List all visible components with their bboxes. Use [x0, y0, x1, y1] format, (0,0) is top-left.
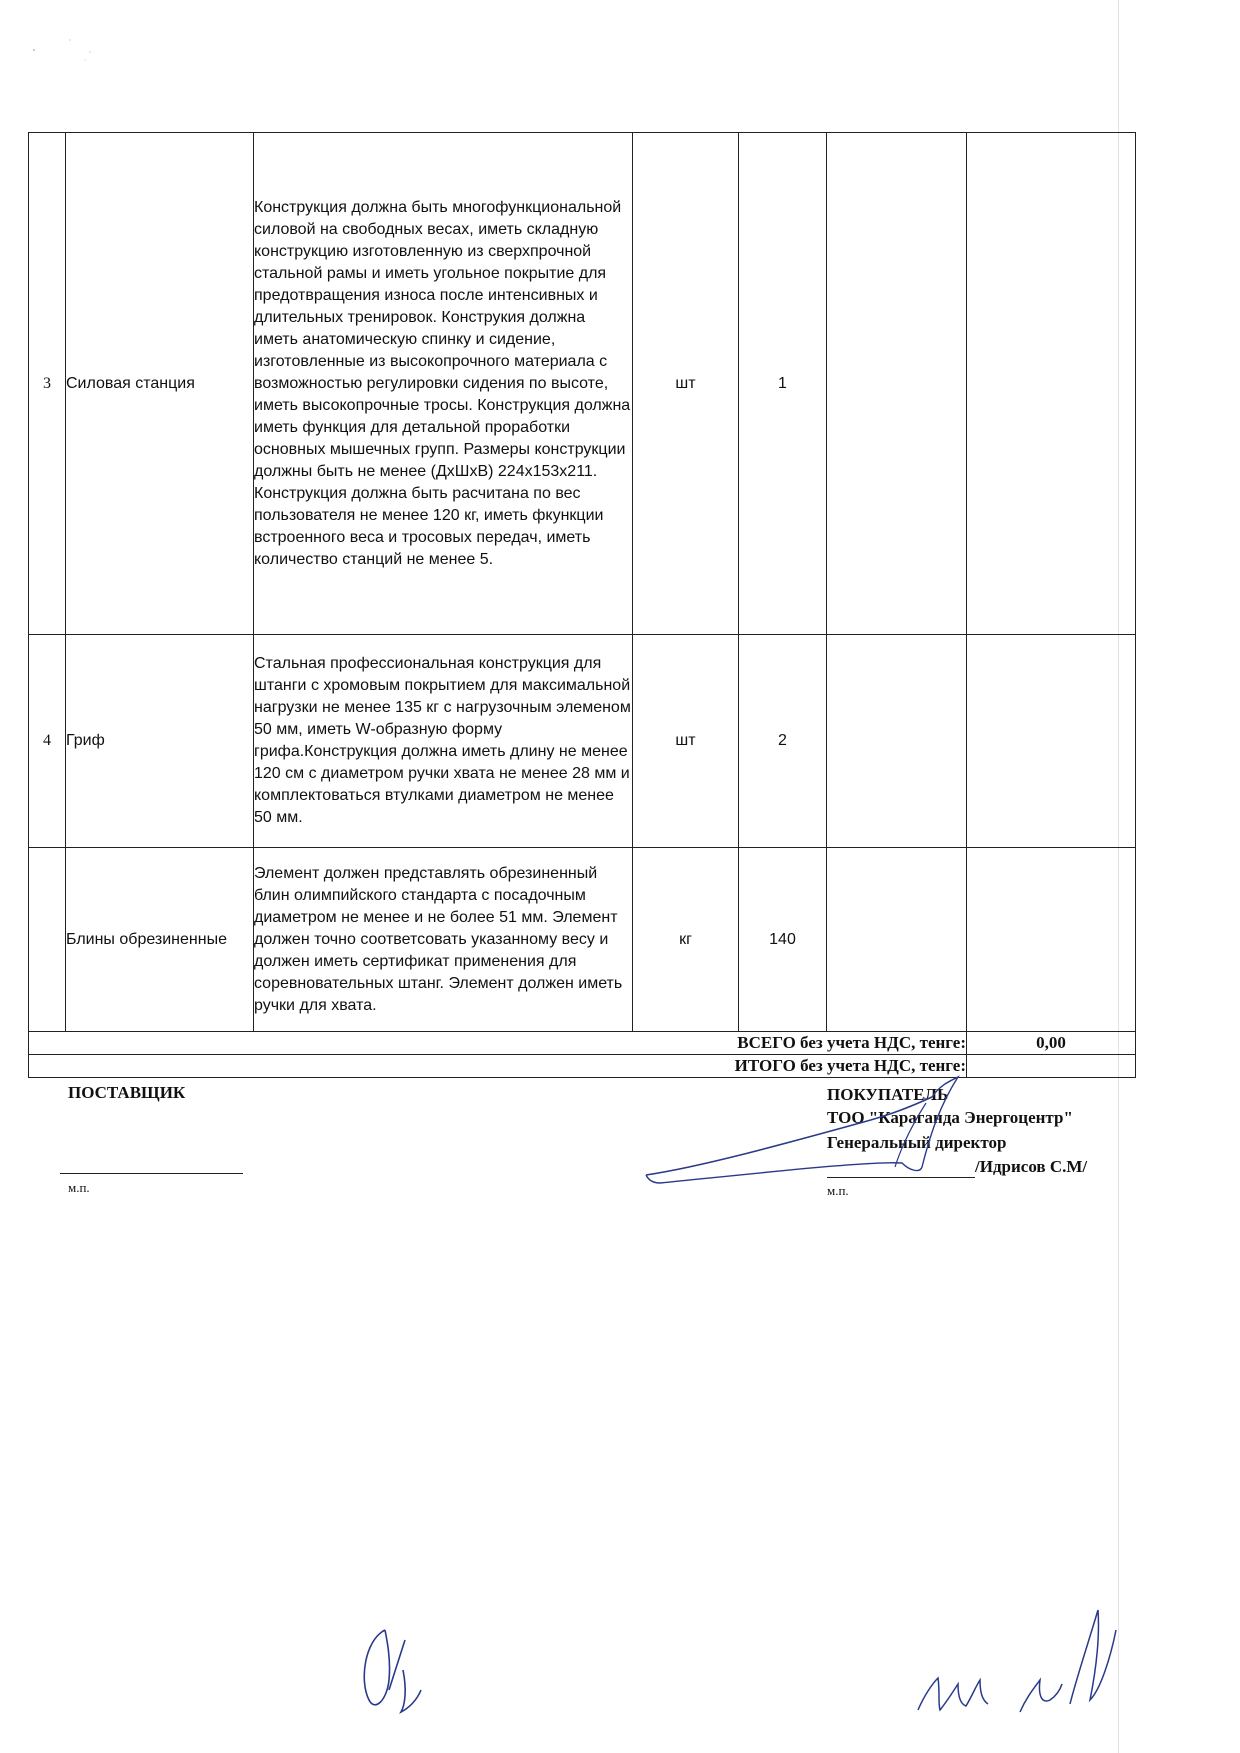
item-name: Гриф	[66, 635, 254, 848]
buyer-organization: ТОО "Караганда Энергоцентр"	[827, 1108, 1073, 1127]
scan-specks	[30, 30, 110, 70]
item-price-cell	[827, 635, 967, 848]
buyer-stamp-label: м.п.	[827, 1183, 849, 1198]
grand-total-row	[29, 1055, 1136, 1078]
specification-table	[28, 132, 1136, 1078]
total-row	[29, 1032, 1136, 1055]
item-quantity: 140	[739, 848, 827, 1032]
row-number	[29, 848, 66, 1032]
item-sum-cell	[967, 133, 1136, 635]
row-number: 4	[29, 635, 66, 848]
grand-total-label: ИТОГО без учета НДС, тенге:	[29, 1055, 967, 1078]
buyer-position: Генеральный директор	[827, 1133, 1007, 1152]
table-row	[29, 635, 1136, 848]
item-unit: шт	[633, 133, 739, 635]
page-initials-left-icon	[345, 1620, 435, 1720]
grand-total-value	[967, 1055, 1136, 1078]
total-value: 0,00	[967, 1032, 1136, 1055]
item-description: Элемент должен представлять обрезиненный блин олимпийского стандарта с посадочным диаметром не менее и не более 51 мм. Элемент должен точно соответсовать указанному весу и должен иметь сертификат применения для соревновательных штанг. Элемент должен иметь ручки для хвата.	[254, 848, 633, 1032]
item-unit: шт	[633, 635, 739, 848]
item-price-cell	[827, 848, 967, 1032]
item-description: Стальная профессиональная конструкция для штанги с хромовым покрытием для максимальной нагрузки не менее 135 кг с нагрузочным элеменом 50 мм, иметь W-образную форму грифа.Конструкция должна иметь длину не менее 120 см с диаметром ручки хвата не менее 28 мм и комплектоваться втулками диаметром не менее 50 мм.	[254, 635, 633, 848]
item-description: Конструкция должна быть многофункциональной силовой на свободных весах, иметь складную конструкцию изготовленную из сверхпрочной стальной рамы и иметь угольное покрытие для предотвращения износа после интенсивных и длительных тренировок. Конструкия должна иметь анатомическую спинку и сидение, изготовленные из высокопрочного материала с возможностью регулировки сидения по высоте, иметь высокопрочные тросы. Конструкция должна иметь функция для детальной проработки основных мышечных групп. Размеры конструкции должны быть не менее (ДхШхВ) 224x153x211. Конструкция должна быть расчитана по вес пользователя не менее 120 кг, иметь фкункции встроенного веса и тросовых передач, иметь количество станций не менее 5.	[254, 133, 633, 635]
item-price-cell	[827, 133, 967, 635]
buyer-signature-line	[827, 1177, 975, 1178]
total-label: ВСЕГО без учета НДС, тенге:	[29, 1032, 967, 1055]
item-name: Силовая станция	[66, 133, 254, 635]
item-quantity: 1	[739, 133, 827, 635]
table-row	[29, 848, 1136, 1032]
supplier-title: ПОСТАВЩИК	[68, 1083, 186, 1102]
item-sum-cell	[967, 848, 1136, 1032]
table-row	[29, 133, 1136, 635]
page-initials-right-icon	[910, 1600, 1120, 1720]
supplier-stamp-label: м.п.	[68, 1180, 90, 1195]
item-name: Блины обрезиненные	[66, 848, 254, 1032]
item-quantity: 2	[739, 635, 827, 848]
buyer-name: /Идрисов С.М/	[975, 1157, 1088, 1176]
buyer-title: ПОКУПАТЕЛЬ	[827, 1085, 949, 1104]
row-number: 3	[29, 133, 66, 635]
item-sum-cell	[967, 635, 1136, 848]
item-unit: кг	[633, 848, 739, 1032]
supplier-signature-line	[60, 1173, 243, 1174]
